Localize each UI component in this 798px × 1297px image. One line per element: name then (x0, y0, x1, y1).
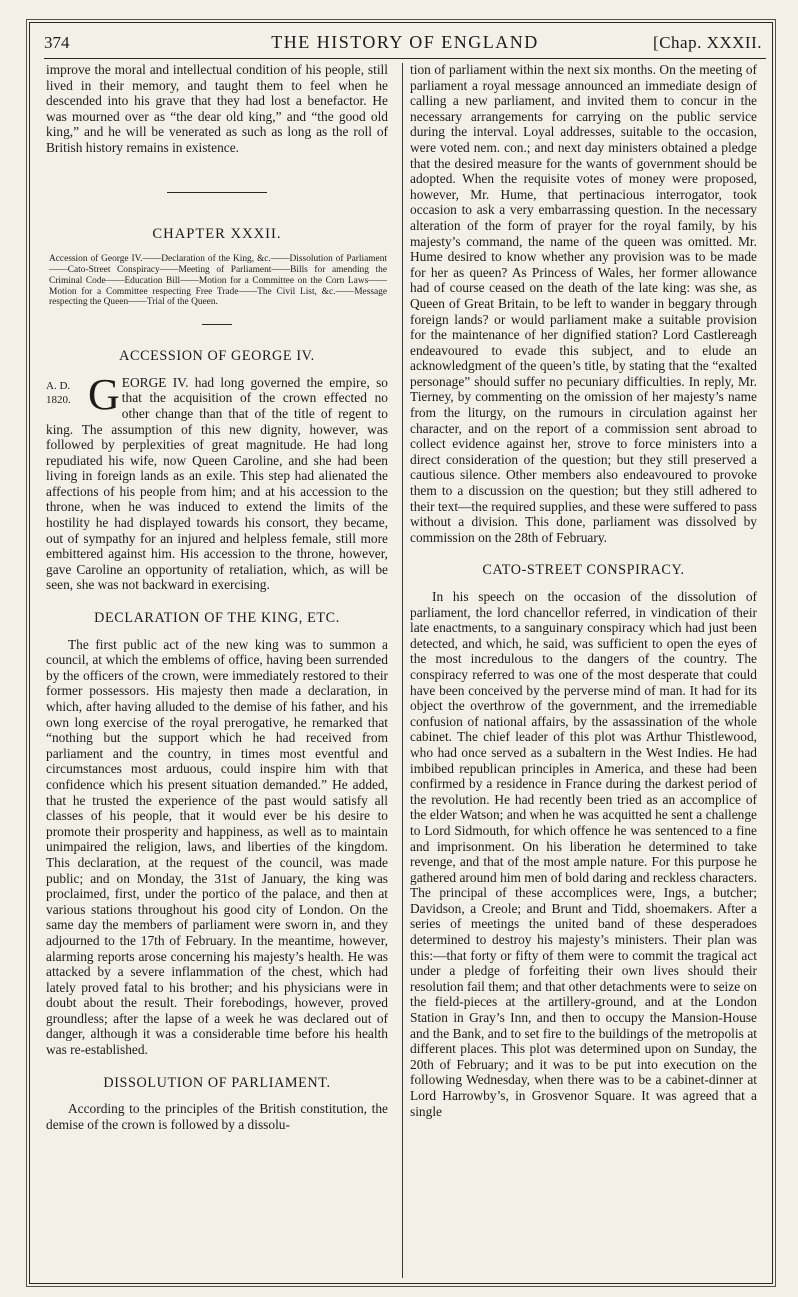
page-number: 374 (44, 33, 70, 52)
margin-ad: A. D. (46, 379, 71, 392)
section-heading-cato-street: CATO-STREET CONSPIRACY. (482, 562, 685, 579)
margin-year: 1820. (46, 393, 71, 406)
section-heading-accession: ACCESSION OF GEORGE IV. (119, 348, 315, 365)
section-heading-declaration: DECLARATION OF THE KING, ETC. (94, 610, 340, 627)
header-rule (44, 58, 766, 59)
section-heading-dissolution: DISSOLUTION OF PARLIAMENT. (103, 1074, 331, 1091)
margin-date (46, 379, 82, 407)
accession-paragraph-block (46, 369, 388, 593)
paragraph-declaration: The first public act of the new king was to summon a council, at which the emblems of office, having been surrended by the officers of the crown, were immediately restored to their former possessors. His majesty then made a declaration, in which, after having alluded to the demise of his father, and his own long exercise of the royal prerogative, he remarked that “nothing but the support which he had received from parliament and the country, in times most eventful and circumstances most arduous, could inspire him with that confidence which his present situation demanded.” He added, that he trusted the experience of the past would satisfy all classes of his people, that it would ever be his desire to promote their prosperity and happiness, as well as to maintain unimpaired the religion, laws, and liberties of the kingdom. This declaration, at the request of the council, was made public; and on Monday, the 31st of January, the king was proclaimed, first, under the portico of the palace, and then at various stations throughout his good city of London. On the same day the members of parliament were sworn in, and they adjourned to the 17th of February. In the meantime, however, alarming reports arose concerning his majesty’s health. He was attacked by a severe inflammation of the chest, which had lately proved fatal to his brother; and his physicians were in doubt about the result. Their forebodings, however, proved groundless; after the lapse of a week he was declared out of danger, although it was a considerable time before his health was re-established. (46, 636, 388, 1058)
right-column (410, 62, 757, 1119)
paragraph-cato-street: In his speech on the occasion of the dissolution of parliament, the lord chancellor referred, in vindication of their late enactments, to a sanguinary conspiracy which had just been detected, and which, he said, was sufficient to open the eyes of the most incredulous to the dangers of the country. The conspiracy referred to was one of the most desperate that could have been conceived by the perverse mind of man. It had for its object the overthrow of the government, and the irremediable confusion of national affairs, by the assassination of the whole cabinet. The chief leader of this plot was Arthur Thistlewood, who had once served as a subaltern in the West Indies. He had imbibed republican principles in America, and these had been confirmed by a residence in France during the darkest period of the revolution. He had recently been tried as an accomplice of the elder Watson; and when he was acquitted he sent a challenge to Lord Sidmouth, for which offence he was sentenced to a fine and imprisonment. On his liberation he determined to take revenge, and that of the most ample nature. For this purpose he gathered around him men of bold daring and reckless characters. The principal of these accomplices were, Ings, a butcher; Davidson, a Creole; and Brunt and Tidd, shoemakers. After a series of meetings the united band of these desperadoes determined to destroy his majesty’s ministers. Their plan was this:—that forty or fifty of them were to commit the tragical act under a pledge of forfeiting their own lives should their resolution fail them; and that other detachments were to seize on the field-pieces at the artillery-ground, and at the London Station in Gray’s Inn, and then to occupy the Mansion-House and the Bank, and to set fire to the buildings of the metropolis at different places. This plot was determined upon on Sunday, the 20th of February; and it was to be put into execution on the following Wednesday, when there was to be a cabinet-dinner at Lord Harrowby’s, in Grosvenor Square. It was agreed that a single (410, 589, 757, 1119)
chapter-reference: [Chap. XXXII. (653, 33, 762, 52)
paragraph-accession: EORGE IV. had long governed the empire, so that the acquisition of the crown effected no other change than that of the title of regent to king. The assumption of this new dignity, however, was followed by perplexities of great magnitude. He had long repudiated his wife, now Queen Caroline, and she had been living in foreign lands as an exile. This step had alienated the affections of his people from him; and at his accession to the throne, when he was induced to extend the limits of the hostility he had displayed towards his consort, they became, out of sympathy for an injured and helpless female, still more embittered against him. His accession to the throne, however, gave Caroline an opportunity of retaliation, which, as will be seen, she was not backward in exercising. (46, 374, 388, 593)
running-title: THE HISTORY OF ENGLAND (271, 32, 539, 52)
paragraph-dissolution: According to the principles of the British constitution, the demise of the crown is followed by a dissolu- (46, 1101, 388, 1132)
chapter-title: CHAPTER XXXII. (152, 225, 282, 242)
section-divider (167, 192, 267, 193)
drop-cap: G (88, 369, 120, 419)
chapter-synopsis: Accession of George IV.——Declaration of the King, &c.——Dissolution of Parliament——Cato-Street Conspiracy——Meeting of Parliament——Bills for amending the Criminal Code——Education Bill——Motion for a Committee on the Corn Laws——Motion for a Committee respecting Free Trade——The Civil List, &c.——Message respecting the Queen——Trial of the Queen. (49, 254, 387, 308)
paragraph-opening: improve the moral and intellectual condition of his people, still lived in their memory, and taught them to feel when he descended into his grave that they had lost a benefactor. He was mourned over as “the dear old king,” and “the good old king,” and he will be venerated as such as long as the roll of British history remains in existence. (46, 62, 388, 155)
synopsis-divider (202, 324, 232, 325)
running-header (44, 30, 766, 60)
paragraph-continuation: tion of parliament within the next six months. On the meeting of parliament a royal message announced an immediate design of calling a new parliament, and invited them to concur in the necessary arrangements for carrying on the public service during the interval. Loyal addresses, suitable to the occasion, were voted nem. con.; and next day ministers obtained a pledge that the desired measure for the wants of government should be adopted. When the requisite votes of money were proposed, however, Mr. Hume, that pertinacious interrogator, took occasion to ask a very embarrassing question. In the necessary alteration of the form of prayer for the royal family, by his majesty’s command, the name of the queen was omitted. Mr. Hume desired to know whether any provision was to be made for her as queen? As Princess of Wales, her former allowance had of course ceased on the death of the late king: was she, as Queen of Great Britain, to be left to wander in beggary through foreign lands? or would parliament make a suitable provision for the maintenance of her dignified station? Lord Castlereagh endeavoured to evade this subject, and to elude an acknowledgment of the queen’s title, by stating that the “exalted personage” should suffer no pecuniary difficulties. In reply, Mr. Tierney, by commenting on the omission of her majesty’s name from the liturgy, on the rumours in circulation against her character, and on the report of a commission sent abroad to collect evidence against her, strove to force ministers into a direct consideration of the question; but they still preserved a cautious silence. Other members also endeavoured to provoke them to a discussion on the question; but they still adhered to their text—the required supplies, and these were suffered to pass without a division. This done, parliament was dissolved by commission on the 28th of February. (410, 62, 757, 545)
column-divider (402, 63, 403, 1278)
left-column (46, 62, 388, 1132)
